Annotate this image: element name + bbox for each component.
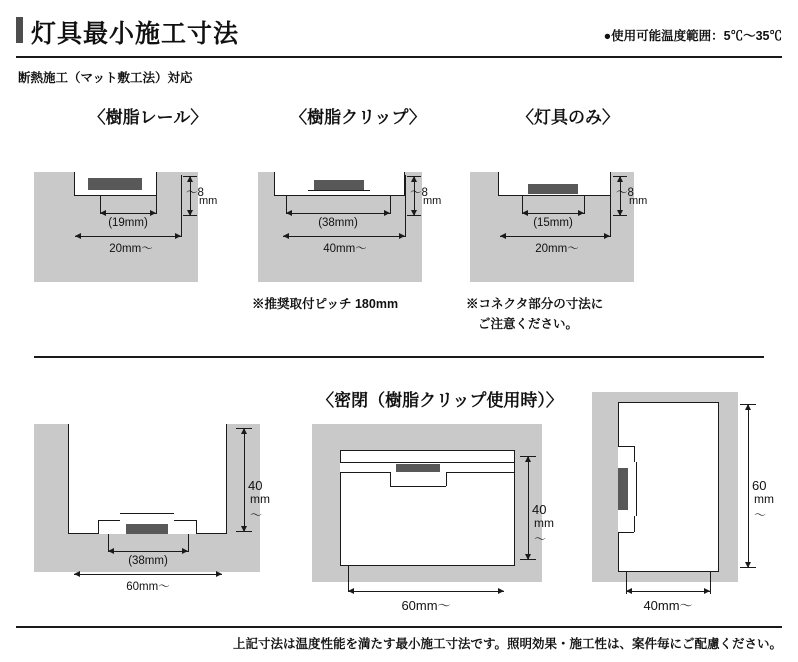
sealed2-fixture-bottom	[390, 486, 446, 487]
rail-inner-dim-label: (19mm)	[108, 217, 148, 229]
sealed2-cavity-top	[340, 450, 514, 451]
sealed1-height-dim-line	[244, 428, 245, 532]
sealed2-rail-top	[340, 462, 514, 463]
sealed2-height-top-tick	[520, 456, 536, 457]
sealed3-height-top-tick	[740, 404, 756, 405]
sealed2-height-value: 40	[532, 502, 547, 517]
page-title: 灯具最小施工寸法	[31, 20, 240, 48]
clip-module-base	[308, 191, 370, 195]
rail-led-module	[88, 178, 142, 190]
sealed1-inner-ext-left	[108, 534, 109, 552]
sealed3-module-cover	[628, 462, 636, 516]
panel-heading-fixture-only: 〈灯具のみ〉	[517, 108, 619, 127]
fixture-led-module	[528, 184, 578, 194]
sealed1-cavity-left	[68, 424, 69, 534]
clip-inner-dim-label: (38mm)	[318, 217, 358, 229]
clip-recess-left-line	[274, 172, 275, 196]
fixture-inner-dim-line	[522, 213, 584, 214]
clip-outer-dim-arrow-left	[283, 233, 289, 239]
clip-inner-ext-right	[390, 196, 391, 214]
clip-recess-bottom-line	[274, 195, 404, 196]
sealed1-height-value: 40	[248, 478, 263, 493]
fixture-outer-dim-label: 20mm〜	[535, 243, 579, 255]
sealed2-cavity-right	[514, 450, 515, 566]
clip-inner-ext-left	[286, 196, 287, 214]
sealed2-height-bottom-tick	[520, 559, 536, 560]
fixture-recess-bottom-line	[498, 195, 610, 196]
temperature-range-note: ●使用可能温度範囲：5℃〜35℃	[603, 29, 782, 43]
sealed1-fixture-base-right	[196, 520, 197, 534]
fixture-inner-ext-left	[522, 196, 523, 214]
rail-height-bottom-tick	[183, 215, 197, 216]
sealed2-height-unit: mm	[534, 516, 554, 530]
sealed1-cavity-right	[226, 424, 227, 534]
sealed3-led-module	[618, 468, 628, 510]
rail-outer-dim-line	[75, 236, 181, 237]
fixture-height-unit: mm	[629, 195, 648, 207]
rail-inner-ext-right	[156, 196, 157, 214]
sealed3-width-ext-left	[626, 572, 627, 594]
sealed2-width-label: 60mm〜	[401, 598, 451, 613]
sealed3-cavity-top	[618, 402, 718, 403]
sealed1-led-module	[126, 524, 168, 534]
sealed1-outer-dim-label: 60mm〜	[126, 581, 170, 593]
sealed2-width-dim-line	[348, 591, 504, 592]
lower-section-heading: 〈密閉（樹脂クリップ使用時）〉	[317, 391, 563, 410]
rail-inner-ext-left	[100, 196, 101, 214]
sealed3-cavity-bottom	[618, 571, 718, 572]
footer-note: 上記寸法は温度性能を満たす最小施工寸法です。照明効果・施工性は、案件毎にご配慮ください。	[232, 637, 782, 651]
section-label: 断熱施工（マット敷工法）対応	[18, 71, 193, 85]
footer-divider	[16, 626, 782, 628]
sealed2-cavity-bottom	[340, 565, 514, 566]
clip-height-label: 〜8	[410, 187, 428, 199]
sealed2-fixture-body	[390, 472, 446, 486]
fixture-height-bottom-tick	[613, 215, 627, 216]
sealed1-height-tilde: 〜	[250, 508, 263, 522]
title-accent-bar	[16, 17, 23, 43]
sealed1-fixture-top-line	[120, 513, 174, 514]
panel-heading-resin-rail: 〈樹脂レール〉	[88, 108, 208, 127]
section-divider	[34, 356, 764, 358]
sealed3-module-cover-line	[636, 462, 637, 516]
rail-recess-right-line	[156, 172, 157, 196]
fixture-outer-dim-line	[500, 236, 610, 237]
sealed2-height-dim-line	[528, 456, 529, 560]
fixture-height-label: 〜8	[616, 187, 634, 199]
fixture-height-top-tick	[613, 176, 627, 177]
sealed3-width-ext-right	[710, 572, 711, 594]
sealed3-height-bottom-tick	[740, 567, 756, 568]
clip-inner-dim-line	[286, 213, 390, 214]
clip-outer-dim-label: 40mm〜	[323, 243, 367, 255]
sealed1-outer-arrow-left	[74, 571, 80, 577]
sealed1-fixture-base-left	[98, 520, 99, 534]
rail-height-unit: mm	[199, 195, 218, 207]
sealed1-outer-arrow-right	[216, 571, 222, 577]
sealed1-fixture-top	[120, 514, 174, 521]
sealed1-height-unit: mm	[250, 492, 270, 506]
sealed1-height-top-tick	[236, 428, 252, 429]
sealed3-fixture-top-line	[618, 446, 634, 447]
rail-outer-dim-arrow-left	[75, 233, 81, 239]
rail-recess-bottom-line	[74, 195, 156, 196]
sealed1-height-bottom-tick	[236, 531, 252, 532]
clip-height-top-tick	[407, 176, 421, 177]
header	[16, 14, 782, 52]
sealed3-width-label: 40mm〜	[643, 598, 693, 613]
sealed1-inner-ext-right	[188, 534, 189, 552]
clip-module-top-line	[308, 190, 370, 191]
rail-inner-dim-line	[100, 213, 156, 214]
rail-height-top-tick	[183, 176, 197, 177]
sealed2-fixture-left	[390, 472, 391, 486]
sealed3-height-dim-line	[748, 404, 749, 568]
sealed2-fixture-right	[446, 472, 447, 486]
rail-height-label: 〜8	[186, 187, 204, 199]
sealed2-width-arrow-right	[498, 588, 504, 594]
fixture-outer-ext-right	[610, 175, 611, 237]
fixture-connector-note-line2: ご注意ください。	[478, 317, 579, 331]
rail-recess-left-line	[74, 172, 75, 196]
sealed1-inner-dim-label: (38mm)	[128, 555, 168, 567]
sealed3-height-unit: mm	[754, 492, 774, 506]
sealed1-inner-dim-line	[108, 551, 188, 552]
clip-outer-dim-line	[283, 236, 405, 237]
clip-outer-ext-right	[405, 175, 406, 237]
header-divider	[16, 56, 782, 58]
sealed3-cavity-right	[718, 402, 719, 572]
clip-pitch-note: ※推奨取付ピッチ 180mm	[252, 297, 399, 311]
rail-outer-dim-label: 20mm〜	[109, 243, 153, 255]
sealed2-width-ext-left	[348, 566, 349, 592]
sealed3-height-value: 60	[752, 478, 767, 493]
sealed1-outer-dim-line	[74, 574, 222, 575]
sealed3-height-tilde: 〜	[754, 508, 767, 522]
rail-outer-ext-right	[181, 175, 182, 237]
fixture-inner-dim-label: (15mm)	[533, 217, 573, 229]
rail-module-base	[84, 190, 146, 195]
sealed3-fixture-bottom-line	[618, 532, 634, 533]
sealed2-height-tilde: 〜	[534, 532, 547, 546]
clip-height-unit: mm	[423, 195, 442, 207]
fixture-inner-ext-right	[584, 196, 585, 214]
fixture-connector-note-line1: ※コネクタ部分の寸法に	[466, 297, 604, 311]
panel-heading-resin-clip: 〈樹脂クリップ〉	[290, 108, 426, 127]
sealed3-width-dim-line	[626, 591, 710, 592]
clip-height-bottom-tick	[407, 215, 421, 216]
fixture-recess-left-line	[498, 172, 499, 196]
fixture-outer-dim-arrow-left	[500, 233, 506, 239]
